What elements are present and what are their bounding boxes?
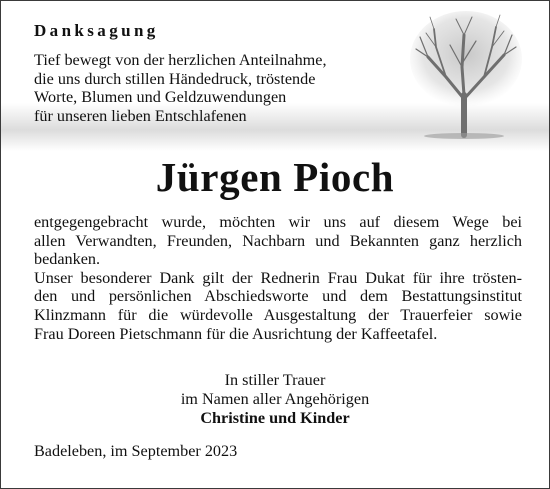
body-line: allen Verwandten, Freunden, Nachbarn und Bekannten ganz herzlich [34,231,522,250]
tree-icon [406,7,526,142]
body-line: Frau Doreen Pietschmann für die Ausrichtung der Kaffeetafel. [34,324,438,343]
body-line: Klinzmann für die würdevolle Ausgestaltung der Trauerfeier sowie [34,305,522,324]
notice-heading: Danksagung [34,21,159,40]
signers: Christine und Kinder [200,409,350,427]
body-line: bedanken. [34,250,101,269]
body-line: Unser besonderer Dank gilt der Rednerin Frau Dukat für ihre trösten- [34,268,522,287]
intro-line: für unseren lieben Entschlafenen [34,106,247,125]
body-line: entgegengebracht wurde, möchten wir uns auf diesem Wege bei [34,213,522,231]
closing-line: im Namen aller Angehörigen [180,390,370,408]
place-date: Badeleben, im September 2023 [34,442,238,460]
closing-block [1,371,549,428]
intro-text [34,51,327,125]
deceased-name: Jürgen Pioch [155,154,395,200]
body-text [34,213,522,343]
closing-line: In stiller Trauer [224,371,326,389]
body-line: den und persönlichen Abschiedsworte und dem Bestattungsinstitut [34,287,522,306]
intro-line: Tief bewegt von der herzlichen Anteilnahme, [34,51,327,69]
intro-line: die uns durch stillen Händedruck, tröstende [34,69,316,88]
intro-line: Worte, Blumen und Geldzuwendungen [34,88,287,107]
